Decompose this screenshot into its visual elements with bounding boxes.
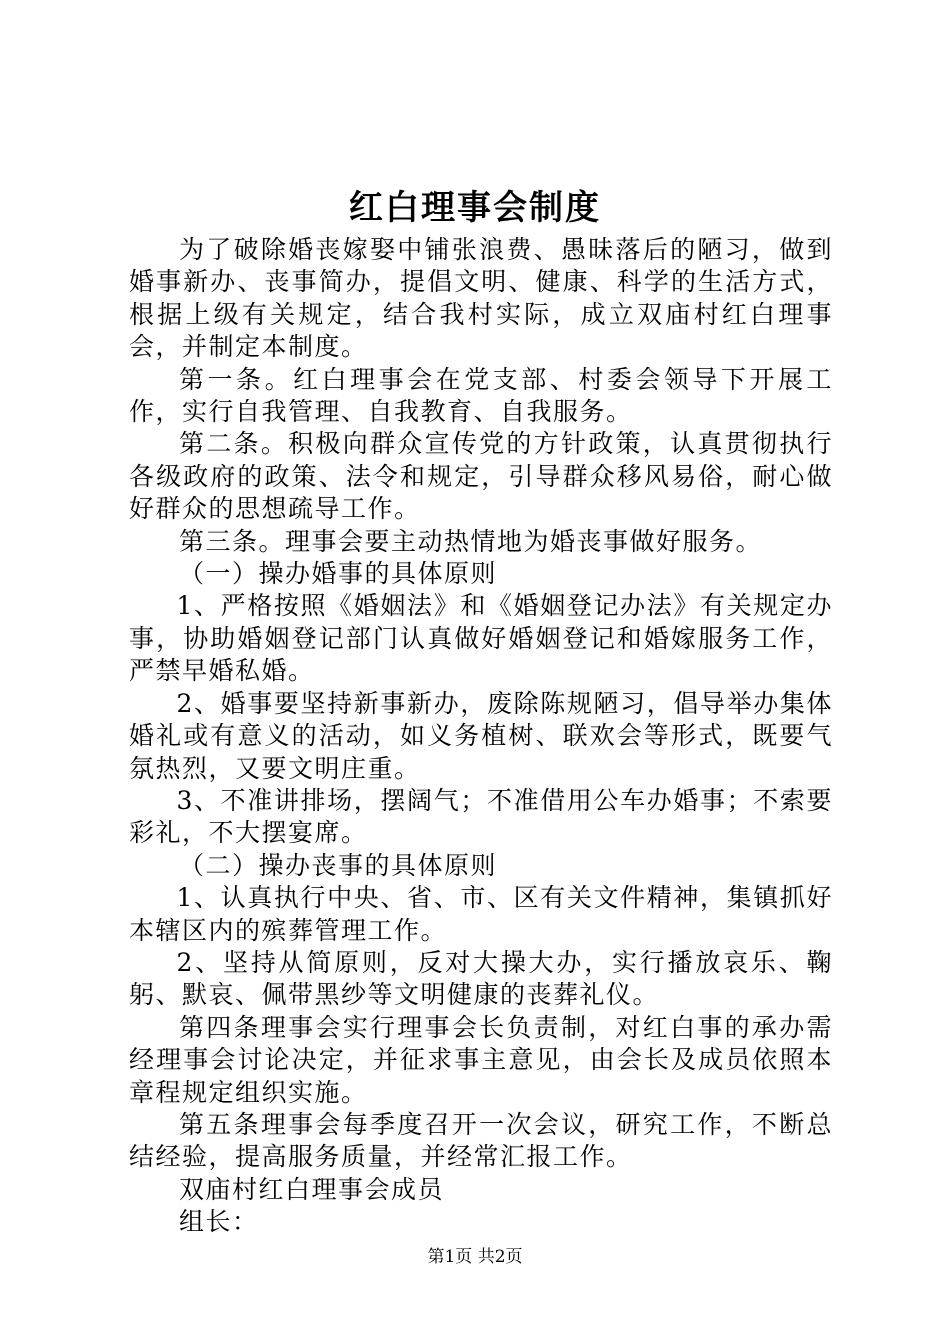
document-title: 红白理事会制度 xyxy=(349,188,601,228)
intro-paragraph: 为了破除婚丧嫁娶中铺张浪费、愚昧落后的陋习，做到婚事新办、丧事简办，提倡文明、健康、科学的生活方式，根据上级有关规定，结合我村实际，成立双庙村红白理事会，并制定本制度。 xyxy=(129,235,833,362)
wedding-rule-2: 2、婚事要坚持新事新办，废除陈规陋习，倡导举办集体婚礼或有意义的活动，如义务植树、联欢会等形式，既要气氛热烈，又要文明庄重。 xyxy=(129,688,833,783)
page-number-footer: 第1页 共2页 xyxy=(427,1247,523,1267)
wedding-principles-heading: （一）操办婚事的具体原则 xyxy=(179,559,498,589)
article-2-paragraph: 第二条。积极向群众宣传党的方针政策，认真贯彻执行各级政府的政策、法令和规定，引导群众移风易俗，耐心做好群众的思想疏导工作。 xyxy=(129,429,833,524)
article-3-paragraph: 第三条。理事会要主动热情地为婚丧事做好服务。 xyxy=(179,526,763,556)
article-5-paragraph: 第五条理事会每季度召开一次会议，研究工作，不断总结经验，提高服务质量，并经常汇报工作。 xyxy=(129,1109,833,1172)
members-heading: 双庙村红白理事会成员 xyxy=(179,1174,445,1204)
funeral-rule-2: 2、坚持从简原则，反对大操大办，实行播放哀乐、鞠躬、默哀、佩带黑纱等文明健康的丧葬礼仪。 xyxy=(129,947,833,1010)
article-4-paragraph: 第四条理事会实行理事会长负责制，对红白事的承办需经理事会讨论决定，并征求事主意见，由会长及成员依照本章程规定组织实施。 xyxy=(129,1012,833,1107)
group-leader-line: 组长： xyxy=(179,1207,259,1237)
wedding-rule-1: 1、严格按照《婚姻法》和《婚姻登记办法》有关规定办事，协助婚姻登记部门认真做好婚姻登记和婚嫁服务工作，严禁早婚私婚。 xyxy=(129,591,833,686)
article-1-paragraph: 第一条。红白理事会在党支部、村委会领导下开展工作，实行自我管理、自我教育、自我服务。 xyxy=(129,364,833,427)
funeral-principles-heading: （二）操办丧事的具体原则 xyxy=(179,850,498,880)
wedding-rule-3: 3、不准讲排场，摆阔气；不准借用公车办婚事；不索要彩礼，不大摆宴席。 xyxy=(129,785,833,848)
funeral-rule-1: 1、认真执行中央、省、市、区有关文件精神，集镇抓好本辖区内的殡葬管理工作。 xyxy=(129,883,833,945)
document-body xyxy=(129,234,833,1239)
